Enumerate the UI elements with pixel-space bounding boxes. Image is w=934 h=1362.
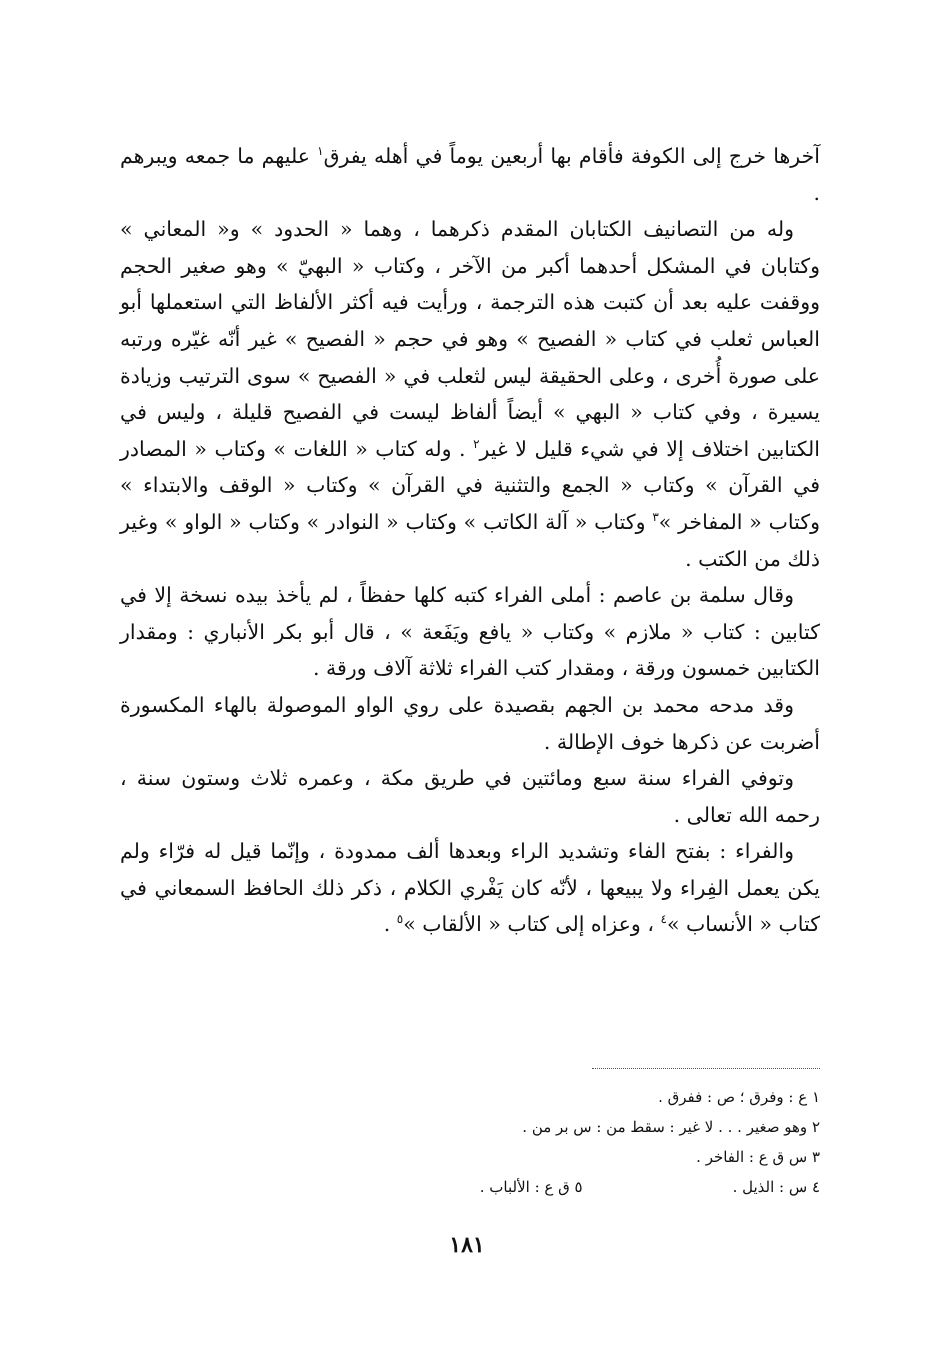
paragraph-text: آخرها خرج إلى الكوفة فأقام بها أربعين يوماً في أهله يفرق — [323, 144, 820, 168]
footnote-divider — [592, 1068, 820, 1069]
paragraph-text: وله من التصانيف الكتابان المقدم ذكرهما ، وهما « الحدود » و« المعاني » وكتابان في المشكل أحدهما أكبر من الآخر ، وكتاب « البهيّ » وهو صغير الحجم ووقفت عليه بعد أن كتبت هذه الترجمة ، ورأيت فيه أكثر الألفاظ التي استعملها أبو العباس ثعلب في كتاب « الفصيح » وهو في حجم « الفصيح » غير أنّه غيّره ورتبه على صورة أُخرى ، وعلى الحقيقة ليس لثعلب في « الفصيح » سوى الترتيب وزيادة يسيرة ، وفي كتاب « البهي » أيضاً ألفاظ ليست في الفصيح قليلة ، وليس في الكتابين اختلاف إلا في شيء قليل لا غير — [120, 217, 820, 461]
footnote-3: ٣ س ق ع : الفاخر . — [696, 1148, 820, 1166]
paragraph-text: والفراء : بفتح الفاء وتشديد الراء وبعدها ألف ممدودة ، وإنّما قيل له فرّاء ولم يكن يعمل الفِراء ولا يبيعها ، لأنّه كان يَفْري الكلام ، ذكر ذلك الحافظ السمعاني في كتاب « الأنساب » — [120, 839, 820, 937]
paragraph-text: . وله كتاب « اللغات » وكتاب « المصادر في القرآن » وكتاب « الجمع والتثنية في القرآن » وكتاب « الوقف والابتداء » وكتاب « المفاخر » — [120, 436, 820, 534]
paragraph-2 — [120, 211, 820, 577]
footnote-row-4-5 — [120, 1172, 820, 1202]
paragraph-text: . — [383, 912, 391, 937]
footnote-ref-2: ٢ — [473, 436, 480, 451]
paragraph-1 — [120, 138, 820, 211]
footnote-ref-4: ٤ — [660, 912, 667, 927]
paragraph-3: وقال سلمة بن عاصم : أملى الفراء كتبه كلها حفظاً ، لم يأخذ بيده نسخة إلا في كتابين : كتاب « ملازم » وكتاب « يافع ويَفَعة » ، قال أبو بكر الأنباري : ومقدار الكتابين خمسون ورقة ، ومقدار كتب الفراء ثلاثة آلاف ورقة . — [120, 583, 820, 681]
paragraph-text: عليهم ما جمعه ويبرهم . — [120, 144, 820, 205]
paragraph-text: ، وعزاه إلى كتاب « الألقاب » — [403, 912, 654, 937]
page-number: ١٨١ — [449, 1232, 485, 1258]
paragraph-5: وتوفي الفراء سنة سبع ومائتين في طريق مكة ، وعمره ثلاث وستون سنة ، رحمه الله تعالى . — [120, 766, 820, 827]
paragraph-6 — [120, 833, 820, 943]
footnote-4: ٤ س : الذيل . — [732, 1178, 820, 1196]
footnote-2: ٢ وهو صغير . . . لا غير : سقط من : س بر من . — [522, 1118, 820, 1136]
main-text — [120, 138, 820, 943]
footnote-ref-5: ٥ — [396, 912, 404, 927]
footnote-ref-3: ٣ — [652, 510, 659, 525]
footnote-1: ١ ع : وفرق ؛ ص : ففرق . — [658, 1088, 820, 1106]
paragraph-4: وقد مدحه محمد بن الجهم بقصيدة على روي الواو الموصولة بالهاء المكسورة أضربت عن ذكرها خوف الإطالة . — [120, 692, 820, 754]
paragraph-text: وكتاب « آلة الكاتب » وكتاب « النوادر » وكتاب « الواو » وغير ذلك من الكتب . — [120, 509, 820, 571]
footnote-5: ٥ ق ع : الألباب . — [479, 1178, 583, 1196]
footnotes — [120, 1082, 820, 1202]
footnote-ref-1: ١ — [317, 144, 324, 159]
